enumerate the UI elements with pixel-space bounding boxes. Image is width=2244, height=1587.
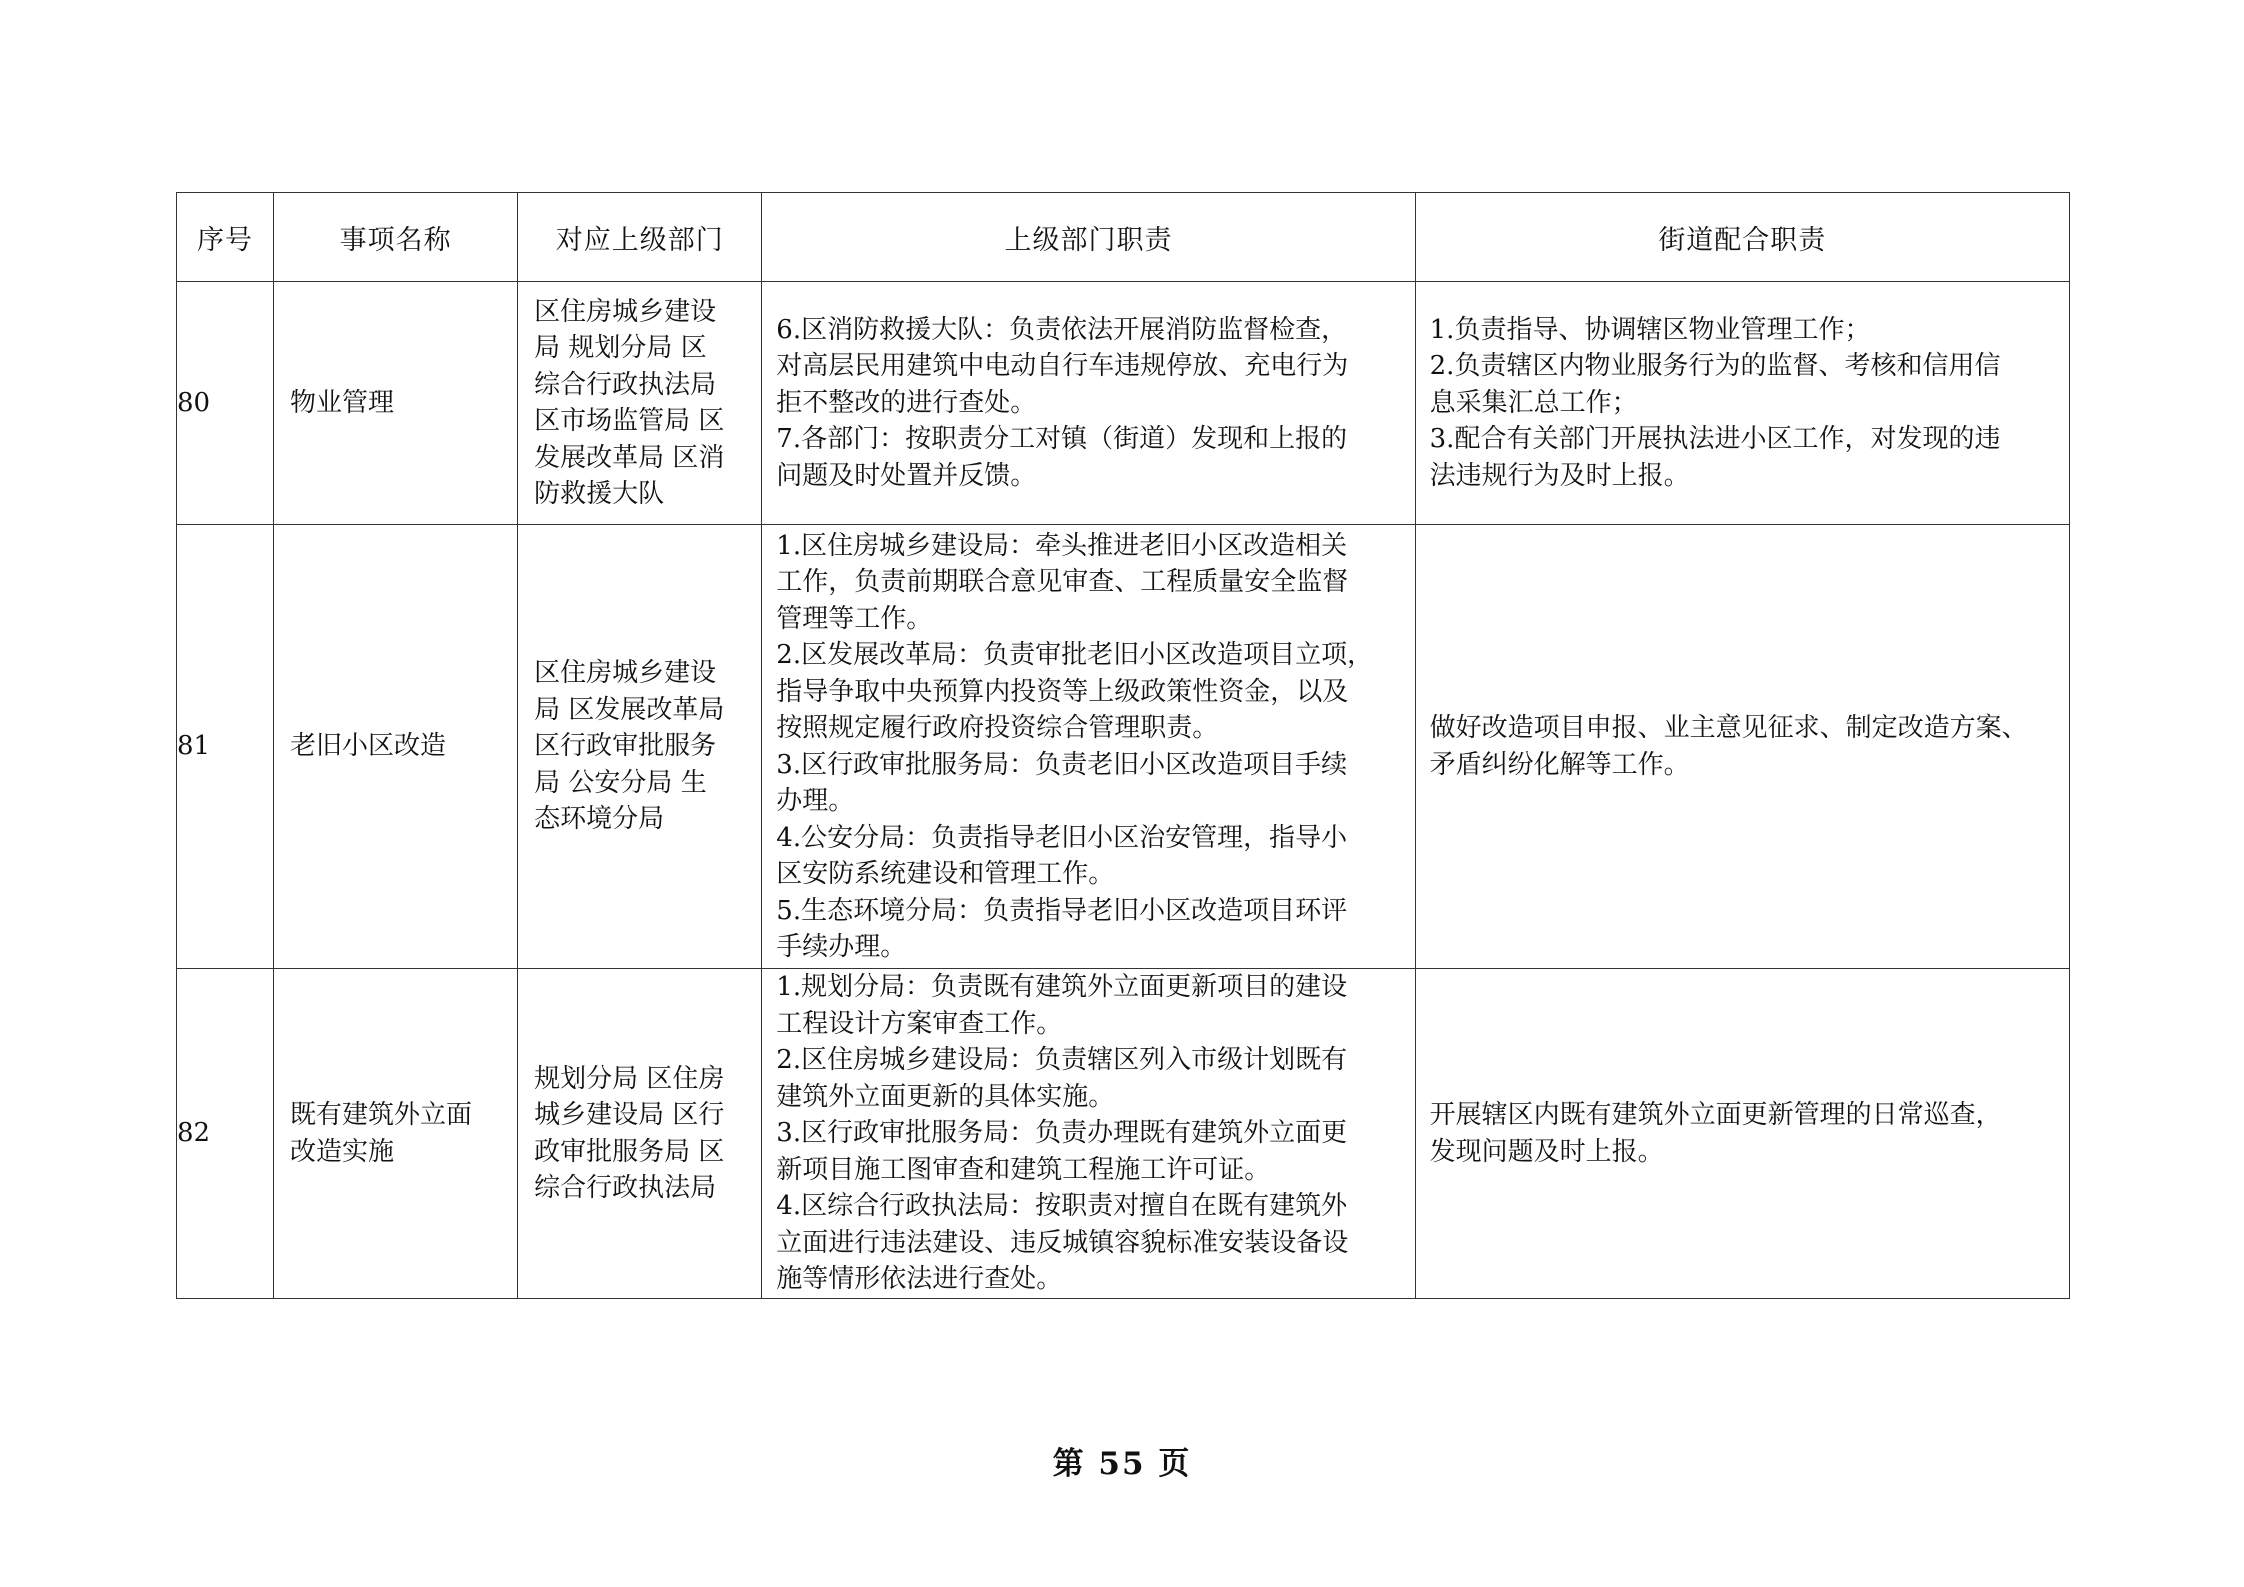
cell-text-line: 态环境分局	[534, 804, 665, 835]
cell-text-line: 综合行政执法局	[534, 1173, 717, 1203]
cell-serial-number: 80	[177, 282, 274, 525]
header-superior-duties: 上级部门职责	[762, 193, 1415, 282]
cell-text-line: 2.负责辖区内物业服务行为的监督、考核和信用信	[1429, 351, 2001, 382]
cell-text-line: 发现问题及时上报。	[1429, 1136, 1664, 1167]
table-row	[177, 525, 2070, 969]
cell-text-line: 局 区发展改革局	[534, 694, 725, 725]
cell-text-line: 立面进行违法建设、违反城镇容貌标准安装设备设	[776, 1227, 1349, 1258]
cell-text-line: 对高层民用建筑中电动自行车违规停放、充电行为	[776, 351, 1349, 382]
cell-text-line: 1.负责指导、协调辖区物业管理工作；	[1429, 314, 1871, 345]
cell-item-name	[274, 525, 518, 969]
cell-text-line: 3.区行政审批服务局：负责老旧小区改造项目手续	[776, 749, 1348, 780]
cell-text-line: 新项目施工图审查和建筑工程施工许可证。	[776, 1154, 1271, 1185]
header-serial-number: 序号	[177, 193, 274, 282]
cell-text-line: 工程设计方案审查工作。	[776, 1008, 1063, 1039]
cell-item-name	[274, 282, 518, 525]
page-number: 第 55 页	[1052, 1446, 1192, 1482]
cell-text-line: 矛盾纠纷化解等工作。	[1429, 749, 1690, 780]
cell-street-cooperation-duties	[1415, 969, 2069, 1299]
cell-text-line: 1.区住房城乡建设局：牵头推进老旧小区改造相关	[776, 530, 1348, 561]
cell-street-cooperation-duties	[1415, 525, 2069, 969]
cell-text-line: 4.区综合行政执法局：按职责对擅自在既有建筑外	[776, 1191, 1348, 1222]
cell-text-line: 开展辖区内既有建筑外立面更新管理的日常巡查，	[1429, 1100, 2002, 1130]
cell-text-line: 6.区消防救援大队：负责依法开展消防监督检查，	[776, 314, 1348, 345]
cell-text-line: 2.区发展改革局：负责审批老旧小区改造项目立项，	[776, 640, 1374, 670]
cell-text-line: 法违规行为及时上报。	[1429, 460, 1690, 491]
cell-superior-department	[518, 525, 762, 969]
cell-text-line: 问题及时处置并反馈。	[776, 460, 1037, 491]
cell-text-line: 改造实施	[290, 1136, 395, 1167]
cell-text-line: 区市场监管局 区	[534, 406, 725, 436]
cell-text-line: 3.配合有关部门开展执法进小区工作，对发现的违	[1429, 424, 2001, 455]
cell-text-line: 指导争取中央预算内投资等上级政策性资金，以及	[776, 676, 1349, 707]
cell-text-line: 区住房城乡建设	[534, 296, 717, 327]
cell-serial-number: 82	[177, 969, 274, 1299]
cell-text-line: 办理。	[776, 786, 855, 816]
cell-text-line: 管理等工作。	[776, 603, 933, 634]
cell-text-line: 建筑外立面更新的具体实施。	[776, 1081, 1115, 1112]
cell-text-line: 政审批服务局 区	[534, 1136, 725, 1167]
cell-text-line: 局 公安分局 生	[534, 767, 707, 798]
cell-superior-department	[518, 282, 762, 525]
cell-text-line: 5.生态环境分局：负责指导老旧小区改造项目环评	[776, 895, 1348, 926]
cell-text-line: 做好改造项目申报、业主意见征求、制定改造方案、	[1429, 713, 2028, 743]
cell-text-line: 发展改革局 区消	[534, 442, 725, 473]
cell-text-line: 3.区行政审批服务局：负责办理既有建筑外立面更	[776, 1118, 1348, 1149]
cell-text-line: 区安防系统建设和管理工作。	[776, 859, 1115, 889]
cell-text-line: 综合行政执法局	[534, 369, 717, 400]
cell-text-line: 1.规划分局：负责既有建筑外立面更新项目的建设	[776, 972, 1348, 1003]
cell-street-cooperation-duties	[1415, 282, 2069, 525]
cell-superior-duties	[762, 969, 1415, 1299]
table-header-row	[177, 193, 2070, 282]
header-item-name: 事项名称	[274, 193, 518, 282]
cell-text-line: 按照规定履行政府投资综合管理职责。	[776, 713, 1219, 743]
cell-text-line: 规划分局 区住房	[534, 1063, 725, 1094]
cell-serial-number: 81	[177, 525, 274, 969]
cell-text-line: 物业管理	[290, 387, 395, 418]
cell-text-line: 2.区住房城乡建设局：负责辖区列入市级计划既有	[776, 1045, 1348, 1076]
cell-text-line: 区住房城乡建设	[534, 658, 717, 689]
cell-text-line: 老旧小区改造	[290, 731, 447, 762]
cell-text-line: 手续办理。	[776, 932, 907, 962]
cell-superior-duties	[762, 525, 1415, 969]
cell-text-line: 息采集汇总工作；	[1429, 387, 1638, 418]
table-row	[177, 969, 2070, 1299]
cell-text-line: 4.公安分局：负责指导老旧小区治安管理，指导小	[776, 822, 1348, 853]
cell-text-line: 7.各部门：按职责分工对镇（街道）发现和上报的	[776, 424, 1348, 455]
header-superior-department: 对应上级部门	[518, 193, 762, 282]
cell-text-line: 城乡建设局 区行	[534, 1100, 725, 1130]
cell-superior-duties	[762, 282, 1415, 525]
cell-text-line: 工作，负责前期联合意见审查、工程质量安全监督	[776, 567, 1349, 597]
cell-text-line: 防救援大队	[534, 479, 665, 509]
responsibility-table	[176, 192, 2070, 1299]
header-street-cooperation-duties: 街道配合职责	[1415, 193, 2069, 282]
cell-text-line: 局 规划分局 区	[534, 333, 707, 363]
table-row	[177, 282, 2070, 525]
cell-text-line: 施等情形依法进行查处。	[776, 1264, 1063, 1295]
cell-text-line: 区行政审批服务	[534, 731, 717, 762]
cell-text-line: 既有建筑外立面	[290, 1100, 473, 1130]
cell-superior-department	[518, 969, 762, 1299]
cell-item-name	[274, 969, 518, 1299]
cell-text-line: 拒不整改的进行查处。	[776, 387, 1037, 418]
